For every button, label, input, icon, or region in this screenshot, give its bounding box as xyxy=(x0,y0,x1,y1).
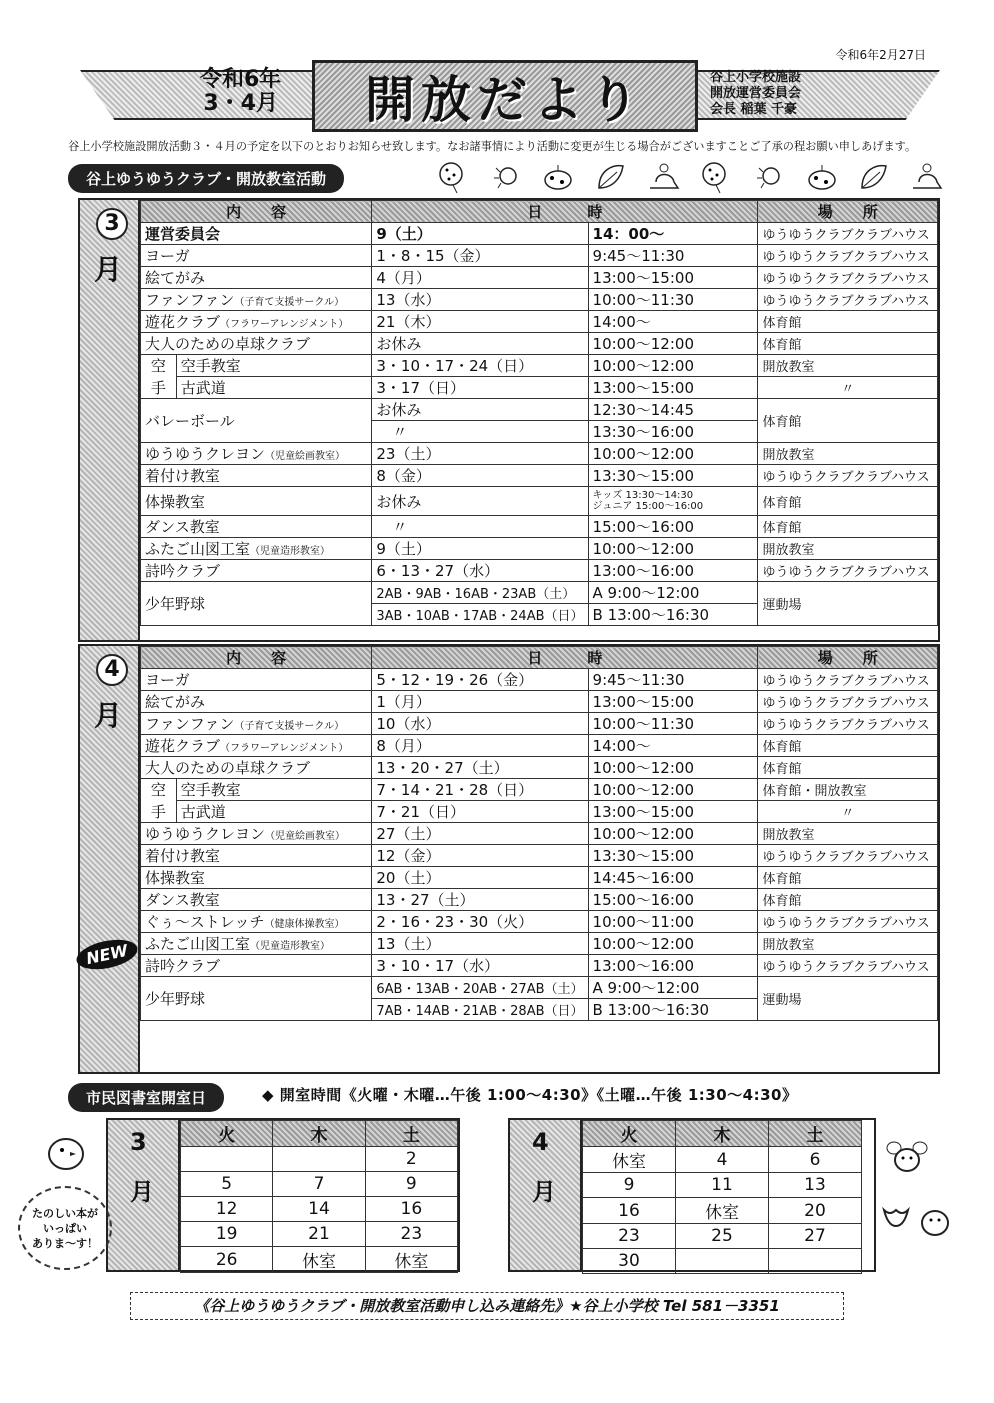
leaf-icon xyxy=(856,160,892,194)
table-row: 手 古武道 7・21（日） 13:00～15:00 〃 xyxy=(141,801,938,823)
table-row: 大人のための卓球クラブ お休み 10:00～12:00 体育館 xyxy=(141,333,938,355)
table-row: 着付け教室 12（金） 13:30～15:00 ゆうゆうクラブクラブハウス xyxy=(141,845,938,867)
table-row: ゆうゆうクレヨン（児童絵画教室） 27（土） 10:00～12:00 開放教室 xyxy=(141,823,938,845)
organization: 谷上小学校施設 開放運営委員会 会長 稲葉 千豪 xyxy=(710,70,802,117)
table-row: 詩吟クラブ 6・13・27（水） 13:00～16:00 ゆうゆうクラブクラブハウス xyxy=(141,560,938,582)
library-april-calendar: 4 月 火 木 土 休室 4 6 9 11 13 16 休室 20 23 25 27 30 xyxy=(508,1118,876,1272)
table-row: ゆうゆうクレヨン（児童絵画教室） 23（土） 10:00～12:00 開放教室 xyxy=(141,443,938,465)
table-row: ヨーガ 1・8・15（金） 9:45～11:30 ゆうゆうクラブクラブハウス xyxy=(141,245,938,267)
table-row: 16 休室 20 xyxy=(583,1198,862,1224)
april-schedule: 4 月 内 容 日 時 場 所 ヨーガ 5・12・19・26（金） 9:45～11:30 ゆうゆうクラブクラブハウス 絵てがみ 1（月） 13:00～15:00 ゆうゆうクラブクラブハウス ファンファン（子育て支援サークル） 10（水） 10:00～11:30 ゆうゆうクラブクラブハウス 遊花クラブ（フラワーアレンジメント） 8（月） 14:00～ 体育館 大人のための卓球クラブ 13・20・27（土） 10:00～12:00 体育館 空 空手教室 7・14・21・28（日） 10:00～12:00 体育館・開放教室 手 古武道 7・21（日） 13:00～15:00 〃 ゆうゆうクレヨン（児童絵画教室） 27（土） 10:00～12:00 開放教室 着付け教室 12（金） 13:30～15:00 ゆうゆうクラブクラブハウス 体操教室 20（土） 14:45～16:00 体育館 ダンス教室 13・27（土） 15:00～16:00 体育館 ぐぅ～ストレッチ（健康体操教室） 2・16・23・30（火） 10:00～11:00 ゆうゆうクラブクラブハウス ふたご山図工室（児童造形教室） 13（土） 10:00～12:00 開放教室 詩吟クラブ 3・10・17（水） 13:00～16:00 ゆうゆうクラブクラブハウス 少年野球 6AB・13AB・20AB・27AB（土） A 9:00～12:00 運動場 7AB・14AB・21AB・28AB（日） B 13:00～16:30 xyxy=(78,644,940,1074)
month-number: 4 xyxy=(96,654,128,686)
april-table: 内 容 日 時 場 所 ヨーガ 5・12・19・26（金） 9:45～11:30 ゆうゆうクラブクラブハウス 絵てがみ 1（月） 13:00～15:00 ゆうゆうクラブクラブハウス ファンファン（子育て支援サークル） 10（水） 10:00～11:30 ゆうゆうクラブクラブハウス 遊花クラブ（フラワーアレンジメント） 8（月） 14:00～ 体育館 大人のための卓球クラブ 13・20・27（土） 10:00～12:00 体育館 空 空手教室 7・14・21・28（日） 10:00～12:00 体育館・開放教室 手 古武道 7・21（日） 13:00～15:00 〃 ゆうゆうクレヨン（児童絵画教室） 27（土） 10:00～12:00 開放教室 着付け教室 12（金） 13:30～15:00 ゆうゆうクラブクラブハウス 体操教室 20（土） 14:45～16:00 体育館 ダンス教室 13・27（土） 15:00～16:00 体育館 ぐぅ～ストレッチ（健康体操教室） 2・16・23・30（火） 10:00～11:00 ゆうゆうクラブクラブハウス ふたご山図工室（児童造形教室） 13（土） 10:00～12:00 開放教室 詩吟クラブ 3・10・17（水） 13:00～16:00 ゆうゆうクラブクラブハウス 少年野球 6AB・13AB・20AB・27AB（土） A 9:00～12:00 運動場 7AB・14AB・21AB・28AB（日） B 13:00～16:30 xyxy=(140,646,938,1021)
library-march-calendar: 3 月 火 木 土 2 5 7 9 12 14 16 19 21 23 26 休室 休室 xyxy=(106,1118,460,1272)
chick-icon xyxy=(918,1204,952,1238)
bee-icon xyxy=(884,1136,930,1180)
table-row: 遊花クラブ（フラワーアレンジメント） 8（月） 14:00～ 体育館 xyxy=(141,735,938,757)
table-row: 絵てがみ 4（月） 13:00～15:00 ゆうゆうクラブクラブハウス xyxy=(141,267,938,289)
table-row: 9 11 13 xyxy=(583,1173,862,1198)
table-row: 手 古武道 3・17（日） 13:00～15:00 〃 xyxy=(141,377,938,399)
snail-icon xyxy=(646,160,682,194)
table-row: 空 空手教室 3・10・17・24（日） 10:00～12:00 開放教室 xyxy=(141,355,938,377)
march-schedule: 3 月 内 容 日 時 場 所 運営委員会 9（土） 14：00～ ゆうゆうクラブクラブハウス ヨーガ 1・8・15（金） 9:45～11:30 ゆうゆうクラブクラブハウス 絵てがみ 4（月） 13:00～15:00 ゆうゆうクラブクラブハウス ファンファン（子育て支援サークル） 13（水） 10:00～11:30 ゆうゆうクラブクラブハウス 遊花クラブ（フラワーアレンジメント） 21（木） 14:00～ 体育館 大人のための卓球クラブ お休み 10:00～12:00 体育館 空 空手教室 3・10・17・24（日） 10:00～12:00 開放教室 手 古武道 3・17（日） 13:00～15:00 〃 バレーボール お休み 12:30～14:45 体育館 〃 13:30～16:00 ゆうゆうクレヨン（児童絵画教室） 23（土） 10:00～12:00 開放教室 着付け教室 8（金） 13:30～15:00 ゆうゆうクラブクラブハウス 体操教室 お休み キッズ 13:30～14:30 ジュニア 15:00～16:00 体育館 ダンス教室 〃 15:00～16:00 体育館 ふたご山図工室（児童造形教室） 9（土） 10:00～12:00 開放教室 詩吟クラブ 6・13・27（水） 13:00～16:00 ゆうゆうクラブクラブハウス 少年野球 2AB・9AB・16AB・23AB（土） A 9:00～12:00 運動場 3AB・10AB・17AB・24AB（日） B 13:00～16:30 xyxy=(78,198,940,642)
table-row: 着付け教室 8（金） 13:30～15:00 ゆうゆうクラブクラブハウス xyxy=(141,465,938,487)
table-row: ファンファン（子育て支援サークル） 10（水） 10:00～11:30 ゆうゆうクラブクラブハウス xyxy=(141,713,938,735)
speech-bubble: たのしい本が いっぱい ありま～す！ xyxy=(18,1186,112,1270)
library-title: 市民図書室開室日 xyxy=(68,1083,224,1112)
table-row: 12 14 16 xyxy=(181,1197,458,1222)
sun-flower-icon xyxy=(751,160,787,194)
table-row: 空 空手教室 7・14・21・28（日） 10:00～12:00 体育館・開放教室 xyxy=(141,779,938,801)
leaf-icon xyxy=(593,160,629,194)
table-row: 絵てがみ 1（月） 13:00～15:00 ゆうゆうクラブクラブハウス xyxy=(141,691,938,713)
table-row: 大人のための卓球クラブ 13・20・27（土） 10:00～12:00 体育館 xyxy=(141,757,938,779)
table-row: 26 休室 休室 xyxy=(181,1247,458,1273)
table-row: 23 25 27 xyxy=(583,1224,862,1249)
table-row: ふたご山図工室（児童造形教室） 13（土） 10:00～12:00 開放教室 xyxy=(141,933,938,955)
table-row: ヨーガ 5・12・19・26（金） 9:45～11:30 ゆうゆうクラブクラブハウス xyxy=(141,669,938,691)
section-title: 谷上ゆうゆうクラブ・開放教室活動 xyxy=(68,164,344,193)
table-row: バレーボール お休み 12:30～14:45 体育館 xyxy=(141,399,938,421)
table-row: 運営委員会 9（土） 14：00～ ゆうゆうクラブクラブハウス xyxy=(141,223,938,245)
table-row: 30 xyxy=(583,1249,862,1274)
decoration-row xyxy=(435,160,945,196)
snail-icon xyxy=(909,160,945,194)
table-row: ファンファン（子育て支援サークル） 13（水） 10:00～11:30 ゆうゆうクラブクラブハウス xyxy=(141,289,938,311)
intro-text: 谷上小学校施設開放活動３・４月の予定を以下のとおりお知らせ致します。なお諸事情により活動に変更が生じる場合がございますことご了承の程お願い申しあげます。 xyxy=(68,140,917,153)
library-hours: ◆ 開室時間《火曜・木曜…午後 1:00～4:30》《土曜…午後 1:30～4:30》 xyxy=(262,1086,798,1104)
sun-flower-icon xyxy=(488,160,524,194)
issue-date: 令和6年2月27日 xyxy=(835,48,926,62)
table-row: 5 7 9 xyxy=(181,1172,458,1197)
table-row: 少年野球 2AB・9AB・16AB・23AB（土） A 9:00～12:00 運動場 xyxy=(141,582,938,604)
chick-icon xyxy=(44,1130,88,1174)
table-row: 少年野球 6AB・13AB・20AB・27AB（土） A 9:00～12:00 運動場 xyxy=(141,977,938,999)
balloon-icon xyxy=(435,160,471,194)
table-row: 体操教室 20（土） 14:45～16:00 体育館 xyxy=(141,867,938,889)
table-row: 体操教室 お休み キッズ 13:30～14:30 ジュニア 15:00～16:00 体育館 xyxy=(141,487,938,516)
table-row: 詩吟クラブ 3・10・17（水） 13:00～16:00 ゆうゆうクラブクラブハウス xyxy=(141,955,938,977)
ladybug-icon xyxy=(540,160,576,194)
tulip-icon xyxy=(876,1204,916,1238)
march-table: 内 容 日 時 場 所 運営委員会 9（土） 14：00～ ゆうゆうクラブクラブハウス ヨーガ 1・8・15（金） 9:45～11:30 ゆうゆうクラブクラブハウス 絵てがみ 4（月） 13:00～15:00 ゆうゆうクラブクラブハウス ファンファン（子育て支援サークル） 13（水） 10:00～11:30 ゆうゆうクラブクラブハウス 遊花クラブ（フラワーアレンジメント） 21（木） 14:00～ 体育館 大人のための卓球クラブ お休み 10:00～12:00 体育館 空 空手教室 3・10・17・24（日） 10:00～12:00 開放教室 手 古武道 3・17（日） 13:00～15:00 〃 バレーボール お休み 12:30～14:45 体育館 〃 13:30～16:00 ゆうゆうクレヨン（児童絵画教室） 23（土） 10:00～12:00 開放教室 着付け教室 8（金） 13:30～15:00 ゆうゆうクラブクラブハウス 体操教室 お休み キッズ 13:30～14:30 ジュニア 15:00～16:00 体育館 ダンス教室 〃 15:00～16:00 体育館 ふたご山図工室（児童造形教室） 9（土） 10:00～12:00 開放教室 詩吟クラブ 6・13・27（水） 13:00～16:00 ゆうゆうクラブクラブハウス 少年野球 2AB・9AB・16AB・23AB（土） A 9:00～12:00 運動場 3AB・10AB・17AB・24AB（日） B 13:00～16:30 xyxy=(140,200,938,626)
table-row: 遊花クラブ（フラワーアレンジメント） 21（木） 14:00～ 体育館 xyxy=(141,311,938,333)
table-row: 2 xyxy=(181,1147,458,1172)
balloon-icon xyxy=(698,160,734,194)
month-number: 3 xyxy=(96,208,128,240)
table-row: ダンス教室 13・27（土） 15:00～16:00 体育館 xyxy=(141,889,938,911)
ladybug-icon xyxy=(804,160,840,194)
new-badge: NEW xyxy=(74,935,140,974)
table-row: ダンス教室 〃 15:00～16:00 体育館 xyxy=(141,516,938,538)
table-row: 19 21 23 xyxy=(181,1222,458,1247)
contact-footer: 《谷上ゆうゆうクラブ・開放教室活動申し込み連絡先》★谷上小学校 Tel 581－3351 xyxy=(130,1292,844,1320)
page-title: 開放だより xyxy=(365,71,645,129)
title-banner xyxy=(80,60,940,128)
issue-period: 令和6年 3・4月 xyxy=(200,67,282,116)
table-row: ぐぅ～ストレッチ（健康体操教室） 2・16・23・30（火） 10:00～11:00 ゆうゆうクラブクラブハウス xyxy=(141,911,938,933)
table-row: ふたご山図工室（児童造形教室） 9（土） 10:00～12:00 開放教室 xyxy=(141,538,938,560)
table-row: 休室 4 6 xyxy=(583,1147,862,1173)
